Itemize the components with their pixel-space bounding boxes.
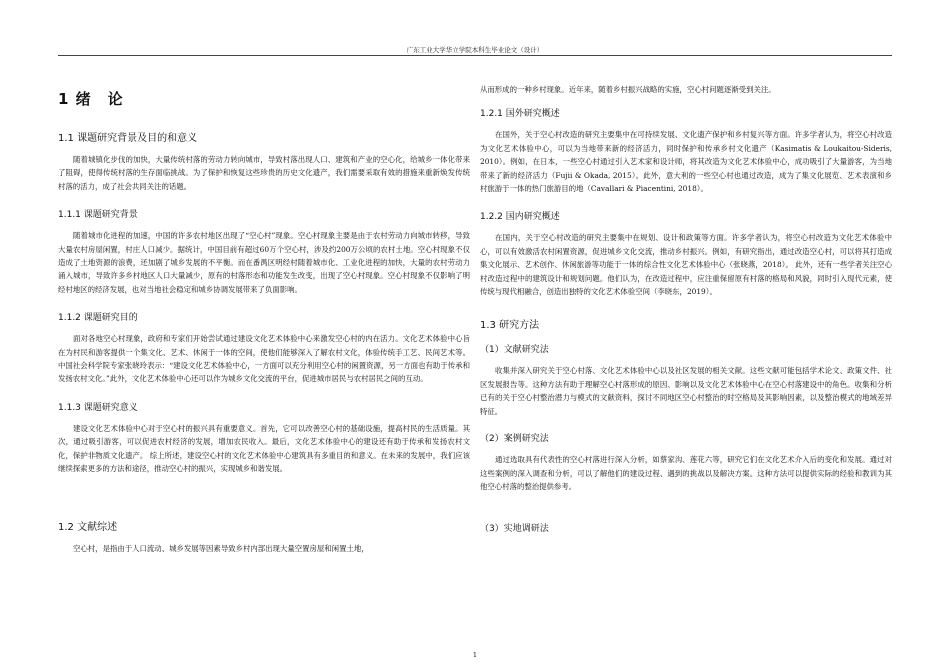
left-column [58, 76, 470, 555]
section-heading-1-2-1: 1.2.1 国外研究概述 [480, 109, 560, 120]
section-1-1-3-paragraph: 建设文化艺术体验中心对于空心村的振兴具有重要意义。首先，它可以改善空心村的基础设施，提高村民的生活质量。其次，通过吸引游客，可以促进农村经济的发展，增加农民收入。最后，文化艺术体验中心的建设还有助于传承和发扬农村文化，保护非物质文化遗产。 综上所述，建设空心村的文化艺术体验中心建筑具有多重目的和意义。在未来的发展中，我们应该继续探索更多的方法和途径，推动空心村的振兴，实现城乡和谐发展。 [58, 423, 470, 474]
method-heading-1: （1）文献研究法 [480, 345, 549, 356]
section-heading-1-2: 1.2 文献综述 [58, 521, 118, 533]
section-1-1-paragraph: 随着城镇化步伐的加快，大量传统村落的劳动力转向城市，导致村落出现人口、建筑和产业的空心化，给城乡一体化带来了阻碍，使得传统村落的生存面临挑战。为了保护和恢复这些珍贵的历史文化遗产，我们需要采取有效的措施来重新焕发传统村落的活力，成了社会共同关注的话题。 [58, 155, 470, 191]
section-1-1-2-paragraph: 面对各地空心村现象，政府和专家们开始尝试通过建设文化艺术体验中心来激发空心村的内在活力。文化艺术体验中心旨在为村民和游客提供一个集文化、艺术、休闲于一体的空间，使他们能够深入了解农村文化，体验传统手工艺、民间艺术等。 中国社会科学院专家张晓玲表示：“建设文化艺术体验中心，一方面可以充分利用空心村的闲置资源，另一方面也有助于传承和发扬农村文化。”此外，文化艺术体验中心还可以作为城乡文化交流的平台，促进城市居民与农村居民之间的互动。 [58, 334, 470, 384]
section-heading-1-1: 1.1 课题研究背景及目的和意义 [58, 133, 198, 144]
right-column [480, 76, 892, 534]
section-1-2-1-paragraph: 在国外，关于空心村改造的研究主要集中在可持续发展、文化遗产保护和乡村复兴等方面。许多学者认为，将空心村改造为文化艺术体验中心，可以为当地带来新的经济活力，同时保护和传承乡村文化遗产（Kasimatis & Loukaitou-Sideris, 2010）。例如，在日本，一些空心村通过引入艺术家和设计师，将其改造为文化艺术体验中心，成功吸引了大量游客，为当地带来了新的经济活力（Fujii & Okada, 2015）。此外，意大利的一些空心村也通过改造，成为了集文化展览、艺术表演和乡村旅游于一体的热门旅游目的地（Cavallari & Piacentini, 2018）。 [480, 130, 892, 194]
running-header: 广东工业大学华立学院本科生毕业论文（设计） [406, 46, 544, 54]
chapter-title: 1 绪 论 [58, 90, 124, 108]
section-1-2-2-paragraph: 在国内，关于空心村改造的研究主要集中在规划、设计和政策等方面。许多学者认为，将空心村改造为文化艺术体验中心，可以有效激活农村闲置资源，促进城乡文化交流，推动乡村振兴。例如，有研究指出，通过改造空心村，可以将其打造成集文化展示、艺术创作、休闲旅游等功能于一体的综合性文化艺术体验中心（张晓燕，2018）。 此外，还有一些学者关注空心村改造过程中的建筑设计和规划问题。他们认为，在改造过程中，应注重保留原有村落的格局和风貌，同时引入现代元素，使传统与现代相融合，创造出独特的文化艺术体验空间（李晓东，2019）。 [480, 233, 892, 297]
method-heading-3: （3）实地调研法 [480, 524, 549, 535]
section-heading-1-3: 1.3 研究方法 [480, 320, 540, 332]
section-1-2-continuation: 从而形成的一种乡村现象。近年来，随着乡村振兴战略的实施，空心村问题逐渐受到关注。 [480, 85, 776, 94]
section-heading-1-1-3: 1.1.3 课题研究意义 [58, 402, 138, 413]
header-rule [58, 55, 892, 56]
section-1-1-1-paragraph: 随着城市化进程的加速，中国的许多农村地区出现了“空心村”现象。空心村现象主要是由于农村劳动力向城市转移，导致大量农村房屋闲置，村庄人口减少。据统计，中国目前有超过60万个空心村，涉及约200万公顷的农村土地。空心村现象不仅造成了土地资源的浪费，还加剧了城乡发展的不平衡。而在番禺区明经村随着城市化、工业化进程的加快，大量的农村劳动力涌入城市，导致许多乡村地区人口大量减少，原有的村落形态和功能发生改变，出现了空心村现象。空心村现象不仅影响了明经村地区的经济发展，也对当地社会稳定和城乡协调发展带来了负面影响。 [58, 231, 470, 294]
method-1-paragraph: 收集并深入研究关于空心村落、文化艺术体验中心以及社区发展的相关文献。这些文献可能包括学术论文、政策文件、社区发展报告等。这种方法有助于理解空心村落形成的原因、影响以及文化艺术体验中心在空心村落建设中的角色。收集和分析已有的关于空心村整治潜力与模式的文献资料，探讨不同地区空心村整治的时空格局及其影响因素，以及整治模式的地域差异特征。 [480, 366, 892, 416]
method-heading-2: （2）案例研究法 [480, 434, 549, 445]
section-heading-1-1-2: 1.1.2 课题研究目的 [58, 313, 138, 324]
section-1-2-paragraph: 空心村，是指由于人口流动、城乡发展等因素导致乡村内部出现大量空置房屋和闲置土地， [73, 543, 369, 553]
section-heading-1-1-1: 1.1.1 课题研究背景 [58, 210, 138, 221]
page-number: 1 [472, 651, 478, 659]
section-heading-1-2-2: 1.2.2 国内研究概述 [480, 212, 560, 223]
method-2-paragraph: 通过选取具有代表性的空心村落进行深入分析，如蔡家沟、莲花六等，研究它们在文化艺术介入后的变化和发展。通过对这些案例的深入调查和分析，可以了解他们的建设过程、遇到的挑战以及解决方案。这种方法可以提供实际的经验和教训为其他空心村落的整治提供参考。 [480, 455, 892, 491]
